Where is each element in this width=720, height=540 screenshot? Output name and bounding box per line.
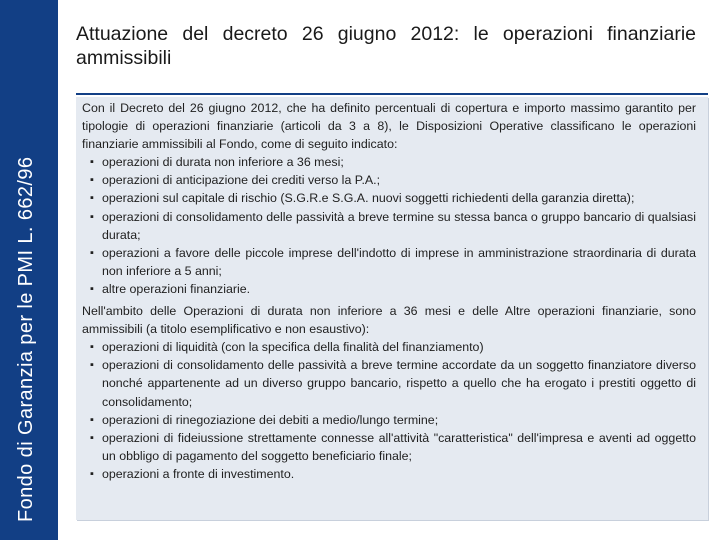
list-item-text: operazioni di anticipazione dei crediti verso la P.A.; — [102, 173, 381, 188]
list-item — [88, 280, 696, 298]
list-item-text: altre operazioni finanziarie. — [102, 281, 251, 296]
sidebar-title: Fondo di Garanzia per le PMI L. 662/96 — [15, 156, 37, 522]
bullet-icon: ▪ — [90, 246, 94, 259]
list-item-text: operazioni di rinegoziazione dei debiti a medio/lungo termine; — [102, 412, 439, 427]
bullet-icon: ▪ — [90, 359, 94, 372]
content-text — [82, 99, 696, 483]
bullet-icon: ▪ — [90, 413, 94, 426]
list-item — [88, 171, 696, 189]
list-item — [88, 189, 696, 207]
intro-paragraph: Con il Decreto del 26 giugno 2012, che ha definito percentuali di copertura e importo massimo garantito per tipologie di operazioni finanziarie (articoli da 3 a 8), le Disposizioni Operative classificano le operazioni finanziarie ammissibili al Fondo, come di seguito indicato: — [82, 101, 696, 152]
bullet-icon: ▪ — [90, 210, 94, 223]
list-item-text: operazioni di consolidamento delle passività a breve termine accordate da un soggetto finanziatore diverso nonché appartenente ad un diverso gruppo bancario, rispetto a quello che ha erogato i prestiti oggetto di consolidamento; — [102, 358, 696, 409]
bullet-icon: ▪ — [90, 467, 94, 480]
list-item — [88, 338, 696, 356]
list-item-text: operazioni di durata non inferiore a 36 mesi; — [102, 155, 344, 170]
list-item-text: operazioni a fronte di investimento. — [102, 466, 295, 481]
header-divider — [76, 93, 708, 95]
list-item-text: operazioni di consolidamento delle passività a breve termine su stessa banca o gruppo bancario di qualsiasi durata; — [102, 209, 696, 242]
list-item — [88, 465, 696, 483]
list-item-text: operazioni di fideiussione strettamente connesse all'attività "caratteristica" dell'impresa e aventi ad oggetto un obbligo di pagamento del soggetto beneficiario finale; — [102, 430, 696, 463]
bullet-icon: ▪ — [90, 341, 94, 354]
list-item — [88, 411, 696, 429]
list-item — [88, 429, 696, 465]
sidebar-band — [0, 0, 58, 540]
list-item-text: operazioni a favore delle piccole imprese dell'indotto di imprese in amministrazione straordinaria di durata non inferiore a 5 anni; — [102, 245, 696, 278]
page-title: Attuazione del decreto 26 giugno 2012: le operazioni finanziarie ammissibili — [76, 23, 696, 69]
list-item — [88, 153, 696, 171]
list-item — [88, 244, 696, 280]
second-paragraph: Nell'ambito delle Operazioni di durata non inferiore a 36 mesi e delle Altre operazioni finanziarie, sono ammissibili (a titolo esemplificativo e non esaustivo): — [82, 304, 696, 337]
bullet-icon: ▪ — [90, 431, 94, 444]
bullet-icon: ▪ — [90, 192, 94, 205]
list-item — [88, 208, 696, 244]
admissible-operations-list — [82, 153, 696, 298]
bullet-icon: ▪ — [90, 174, 94, 187]
bullet-icon: ▪ — [90, 282, 94, 295]
bullet-icon: ▪ — [90, 156, 94, 169]
list-item-text: operazioni sul capitale di rischio (S.G.R.e S.G.A. nuovi soggetti richiedenti della garanzia diretta); — [102, 191, 635, 206]
list-item — [88, 356, 696, 410]
list-item-text: operazioni di liquidità (con la specifica della finalità del finanziamento) — [102, 340, 484, 355]
examples-list — [82, 338, 696, 483]
